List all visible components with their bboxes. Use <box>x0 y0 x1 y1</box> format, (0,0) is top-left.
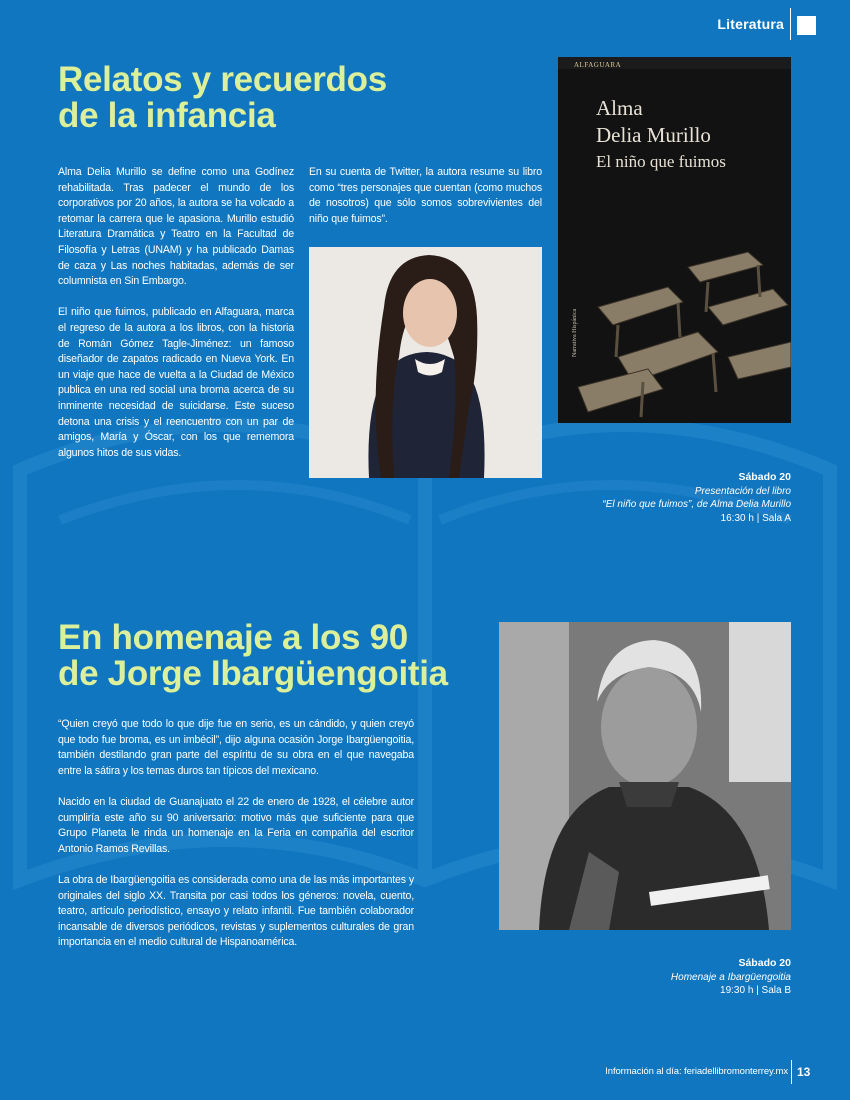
footer-divider <box>791 1060 792 1084</box>
article1-paragraph-2: El niño que fuimos, publicado en Alfaguara, marca el regreso de la autora a los libros, con la historia de Román Gómez Tagle-Jiménez: un famoso diseñador de zapatos radicado en Nueva York. En un viaje que hace de vuelta a la Ciudad de México publica en una red social una broma acerca de su inminente necesidad de suicidarse. Este suceso detona una crisis y el reencuentro con un par de amigos, María y Óscar, con los que rememora algunos hitos de sus vidas. <box>58 306 294 459</box>
cover-collection: Narrativa Hispánica <box>572 308 578 357</box>
section-divider <box>790 8 791 40</box>
article2-paragraph-3: La obra de Ibargüengoitia es considerada como una de las más importantes y originales del siglo XX. Transita por casi todos los géneros: novela, cuento, teatro, artículo periodístico, ensayo y relato infantil. Fue también colaborador incansable de diversos periódicos, revistas y suplementos culturales de gran importancia en el medio cultural de Hispanoamérica. <box>58 873 414 949</box>
article2-headline-line2: de Jorge Ibargüengoitia <box>58 654 448 693</box>
article1-paragraph-3: En su cuenta de Twitter, la autora resume su libro como “tres personajes que cuentan (como muchos de nosotros) que sólo somos sobrevivientes del niño que fuimos”. <box>309 166 542 225</box>
event2-line1: Homenaje a Ibargüengoitia <box>670 971 791 983</box>
author-portrait-photo <box>309 247 542 478</box>
article1-event-info <box>491 471 791 525</box>
book-cover <box>558 57 791 423</box>
article2-headline-line1: En homenaje a los 90 <box>58 618 408 657</box>
cover-publisher: ALFAGUARA <box>574 61 622 69</box>
ibarguengoitia-photo <box>499 622 791 930</box>
event2-time: 19:30 h | Sala B <box>720 985 791 996</box>
article1-headline-line2: de la infancia <box>58 96 276 135</box>
event1-day: Sábado 20 <box>738 471 791 483</box>
article1-headline-line1: Relatos y recuerdos <box>58 60 387 99</box>
section-marker-square <box>797 16 816 35</box>
event1-line2: “El niño que fuimos”, de Alma Delia Murillo <box>602 499 791 510</box>
cover-author-line1: Alma <box>596 96 643 120</box>
article2-event-info <box>491 957 791 998</box>
section-label: Literatura <box>717 16 784 32</box>
cover-title: El niño que fuimos <box>596 152 726 171</box>
article2-column <box>58 717 414 951</box>
article1-column2 <box>309 165 542 227</box>
cover-author <box>596 95 786 149</box>
footer-info: Información al día: feriadellibromonterrey.mx <box>605 1066 788 1077</box>
event1-line1: Presentación del libro <box>694 485 791 497</box>
article1-column1 <box>58 165 294 461</box>
article1-paragraph-1: Alma Delia Murillo se define como una Godínez rehabilitada. Tras padecer el mundo de los corporativos por 20 años, la autora se ha volcado a retomar la carrera que le apasiona. Murillo estudió Literatura Dramática y Teatro en la Facultad de Filosofía y Letras (UNAM) y ha publicado Damas de caza y Las noches habitadas, además de ser columnista en Sin Embargo. <box>58 166 294 288</box>
cover-author-line2: Delia Murillo <box>596 123 711 147</box>
event2-day: Sábado 20 <box>738 957 791 969</box>
page-number: 13 <box>797 1065 811 1079</box>
event1-time: 16:30 h | Sala A <box>720 512 791 524</box>
article2-paragraph-1: “Quien creyó que todo lo que dije fue en serio, es un cándido, y quien creyó que todo fue broma, es un imbécil”, dijo alguna ocasión Jorge Ibargüengoitia, también destilando gran parte del espíritu de su obra en el que navegaba entre la sátira y los temas duros tan típicos del mexicano. <box>58 718 414 777</box>
article2-headline <box>58 620 498 692</box>
article2-paragraph-2: Nacido en la ciudad de Guanajuato el 22 de enero de 1928, el célebre autor cumpliría este año su 90 aniversario: motivo más que suficiente para que Grupo Planeta le rinda un homenaje en la Feria en compañía del escritor Antonio Ramos Revillas. <box>58 795 414 855</box>
article1-headline <box>58 62 478 134</box>
